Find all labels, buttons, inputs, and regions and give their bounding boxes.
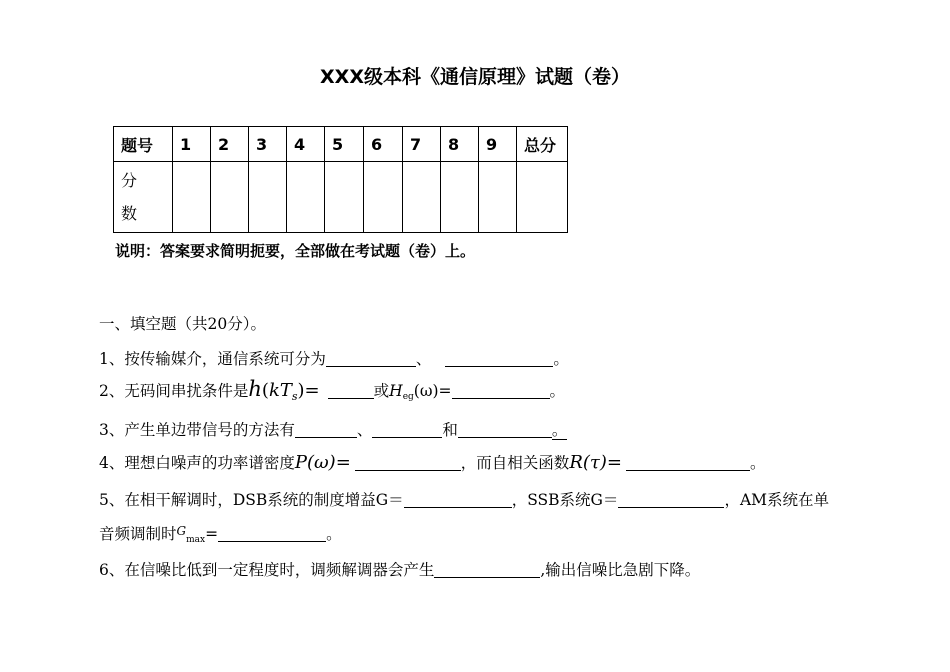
q1-text: 1、按传输媒介，通信系统可分为 [99, 350, 326, 368]
q5-g-symbol: G [176, 524, 187, 538]
header-cell-7: 7 [403, 127, 441, 162]
q5-max-subscript: max [186, 535, 206, 545]
q3-and: 和 [442, 421, 458, 439]
q3-text: 3、产生单边带信号的方法有 [99, 421, 295, 439]
score-cell-4[interactable] [287, 162, 325, 233]
q2-omega: (ω)= [413, 382, 452, 400]
header-cell-5: 5 [325, 127, 364, 162]
question-5-line-2 [99, 522, 342, 545]
q4-p-omega: P(ω)= [294, 452, 351, 473]
q5-tail: ，AM系统在单 [724, 491, 830, 509]
score-cell-total[interactable] [517, 162, 568, 233]
q4-blank-2[interactable] [626, 454, 750, 471]
q4-text: 4、理想白噪声的功率谱密度 [99, 454, 295, 472]
score-cell-8[interactable] [441, 162, 479, 233]
q5-mid: ，SSB系统G＝ [511, 491, 619, 509]
q2-s-subscript: s [291, 390, 298, 403]
q2-rparen: ) [297, 380, 305, 401]
q2-blank-2[interactable] [452, 382, 550, 399]
q3-blank-3[interactable] [458, 421, 552, 438]
q3-end: 。 [551, 421, 568, 439]
q2-lparen: ( [261, 380, 269, 401]
header-cell-6: 6 [364, 127, 403, 162]
q5-blank-dsb[interactable] [404, 491, 512, 508]
question-5 [99, 488, 829, 510]
q5-blank-ssb[interactable] [618, 491, 724, 508]
score-table-header-row [114, 127, 568, 162]
score-table [113, 126, 568, 233]
q3-blank-2[interactable] [372, 421, 442, 438]
instruction-note: 说明：答案要求简明扼要，全部做在考试题（卷）上。 [115, 242, 476, 260]
q2-or: 或 [373, 382, 390, 400]
header-cell-total: 总分 [517, 127, 568, 162]
q5-eq: = [205, 525, 219, 543]
header-cell-4: 4 [287, 127, 325, 162]
question-6 [99, 558, 700, 580]
q2-H-symbol: H [389, 382, 403, 400]
q5-text: 5、在相干解调时，DSB系统的制度增益G＝ [99, 491, 404, 509]
score-table-score-row [114, 162, 568, 233]
q6-text: 6、在信噪比低到一定程度时，调频解调器会产生 [99, 561, 435, 579]
score-cell-3[interactable] [249, 162, 287, 233]
section-heading: 一、填空题（共20分）。 [99, 315, 266, 333]
q6-blank[interactable] [434, 561, 540, 578]
q2-kt-symbol: kT [268, 380, 292, 401]
question-2 [99, 377, 565, 403]
q5-end: 。 [326, 525, 342, 543]
score-cell-9[interactable] [479, 162, 517, 233]
q4-end: 。 [749, 454, 766, 472]
question-3 [99, 418, 567, 440]
q3-blank-1[interactable] [295, 421, 357, 438]
header-cell-1: 1 [173, 127, 211, 162]
question-4 [99, 451, 765, 473]
q2-blank-1[interactable] [328, 382, 374, 399]
score-cell-1[interactable] [173, 162, 211, 233]
question-1 [99, 347, 569, 369]
score-cell-5[interactable] [325, 162, 364, 233]
q1-sep: 、 [415, 350, 432, 368]
q6-end: ,输出信噪比急剧下降。 [540, 561, 701, 579]
score-cell-7[interactable] [403, 162, 441, 233]
score-row-label-top: 分 [121, 171, 138, 190]
score-row-label [114, 162, 173, 233]
q1-blank-1[interactable] [326, 350, 416, 367]
header-cell-3: 3 [249, 127, 287, 162]
header-cell-2: 2 [211, 127, 249, 162]
q2-end: 。 [549, 382, 566, 400]
q1-blank-2[interactable] [445, 350, 553, 367]
q3-sep: 、 [356, 421, 373, 439]
q2-text: 2、无码间串扰条件是 [99, 382, 249, 400]
score-cell-2[interactable] [211, 162, 249, 233]
q5-line2: 音频调制时 [99, 525, 177, 543]
score-cell-6[interactable] [364, 162, 403, 233]
header-cell-9: 9 [479, 127, 517, 162]
q5-blank-am[interactable] [218, 525, 326, 542]
score-row-label-bottom: 数 [121, 204, 138, 223]
exam-title: XXX级本科《通信原理》试题（卷） [320, 66, 630, 88]
q4-blank-1[interactable] [355, 454, 461, 471]
q1-end: 。 [553, 350, 569, 368]
q2-eg-subscript: eg [402, 392, 414, 402]
q4-mid: ，而自相关函数 [460, 454, 570, 472]
q4-r-tau: R(τ)= [569, 452, 622, 473]
q2-h-symbol: h [248, 377, 262, 401]
q2-eq: = [304, 380, 320, 401]
header-cell-question-no: 题号 [114, 127, 173, 162]
header-cell-8: 8 [441, 127, 479, 162]
